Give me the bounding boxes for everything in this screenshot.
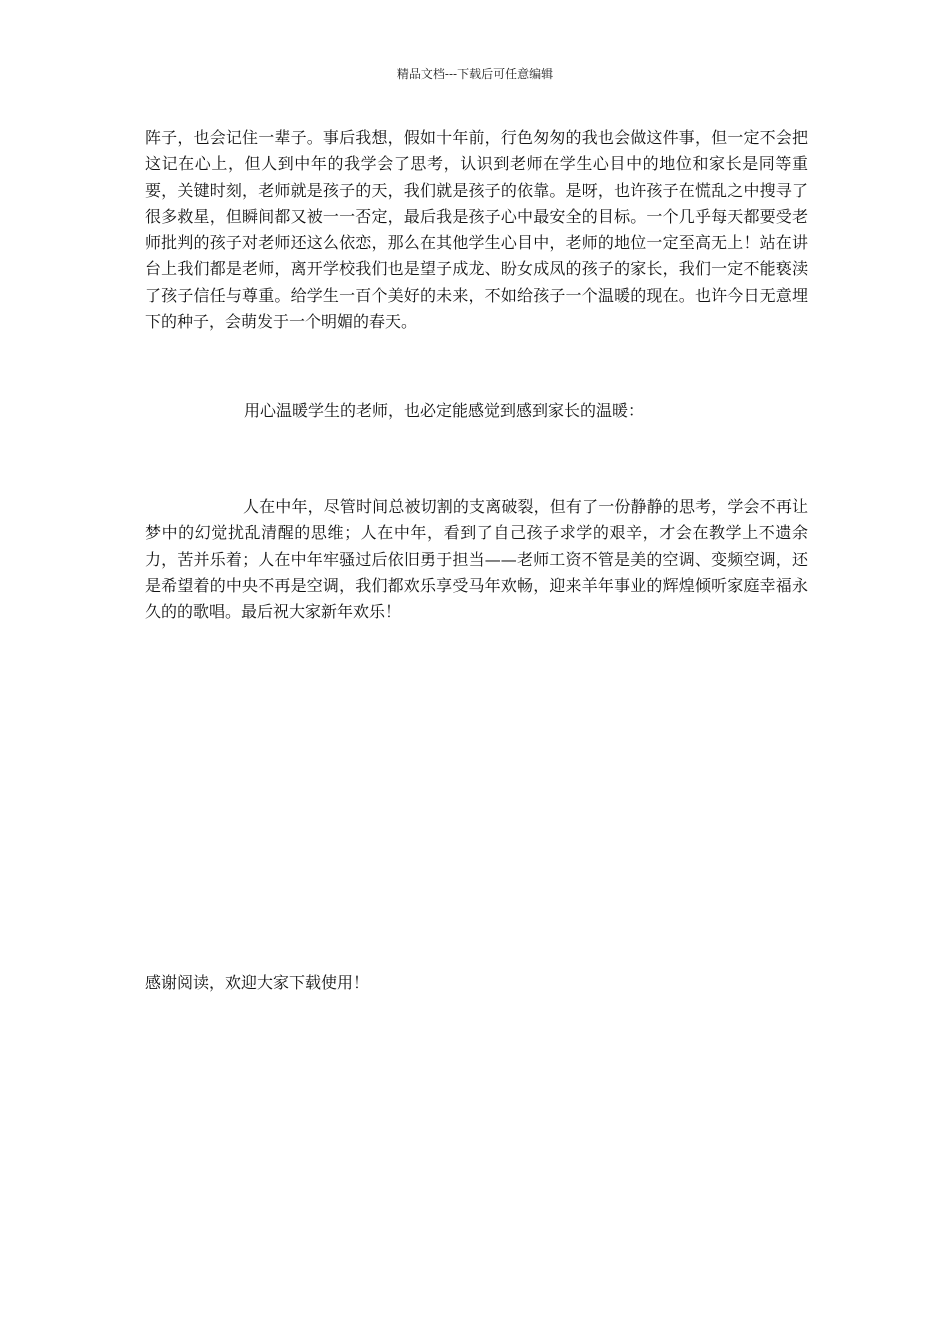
body-paragraph-1: 阵子，也会记住一辈子。事后我想，假如十年前，行色匆匆的我也会做这件事，但一定不会把这记在心上，但人到中年的我学会了思考，认识到老师在学生心目中的地位和家长是同等重要，关键时刻，老师就是孩子的天，我们就是孩子的依靠。是呀，也许孩子在慌乱之中搜寻了很多救星，但瞬间都又被一一否定，最后我是孩子心中最安全的目标。一个几乎每天都要受老师批判的孩子对老师还这么依恋，那么在其他学生心目中，老师的地位一定至高无上！站在讲台上我们都是老师，离开学校我们也是望子成龙、盼女成凤的孩子的家长，我们一定不能亵渎了孩子信任与尊重。给学生一百个美好的未来，不如给孩子一个温暖的现在。也许今日无意埋下的种子，会萌发于一个明媚的春天。 xyxy=(145,128,808,332)
body-paragraph-2: 用心温暖学生的老师，也必定能感觉到感到家长的温暖： xyxy=(244,401,645,420)
closing-note: 感谢阅读，欢迎大家下载使用！ xyxy=(145,973,370,992)
body-paragraph-3: 人在中年，尽管时间总被切割的支离破裂，但有了一份静静的思考，学会不再让梦中的幻觉扰乱清醒的思维；人在中年，看到了自己孩子求学的艰辛，才会在教学上不遗余力，苦并乐着；人在中年牢骚过后依旧勇于担当——老师工资不管是美的空调、变频空调，还是希望着的中央不再是空调，我们都欢乐享受马年欢畅，迎来羊年事业的辉煌倾听家庭幸福永久的的歌唱。最后祝大家新年欢乐！ xyxy=(145,497,808,622)
page-header: 精品文档---下载后可任意编辑 xyxy=(396,67,554,81)
